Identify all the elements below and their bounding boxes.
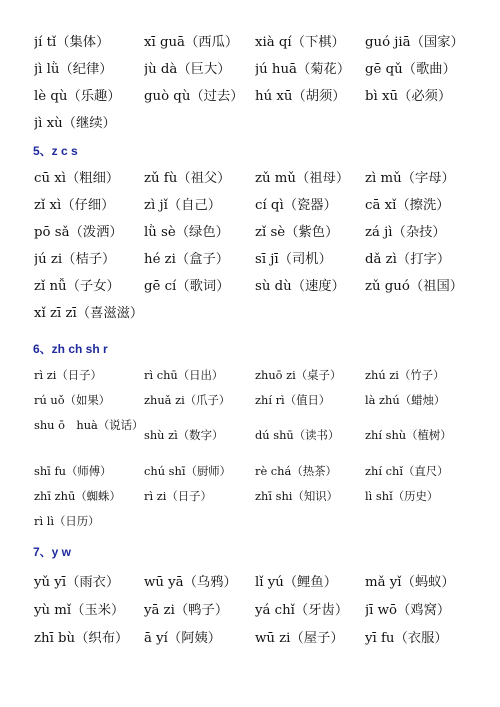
word-row xyxy=(0,508,500,533)
word-row xyxy=(0,622,500,650)
section-5 xyxy=(0,163,500,325)
word-item: lè qù（乐趣） xyxy=(34,89,121,104)
word-item: cí qì（瓷器） xyxy=(255,198,337,213)
word-item: zhī bù（织布） xyxy=(34,630,129,646)
word-item: yù mǐ（玉米） xyxy=(34,602,125,618)
word-item: bì xū（必须） xyxy=(365,89,452,104)
word-item: jú huā（菊花） xyxy=(255,62,351,77)
word-item: guò qù（过去） xyxy=(144,89,244,104)
section-6 xyxy=(0,362,500,533)
word-item: gē qǔ（歌曲） xyxy=(365,62,456,77)
word-item: sī jī（司机） xyxy=(255,252,332,267)
word-item: yī fu（衣服） xyxy=(365,630,448,646)
section-4-tail xyxy=(0,27,500,135)
word-row xyxy=(0,298,500,325)
word-row xyxy=(0,387,500,412)
word-item: zhuō zi（桌子） xyxy=(255,367,342,382)
word-item: jú zi（桔子） xyxy=(34,252,116,267)
word-item: cū xì（粗细） xyxy=(34,171,120,186)
word-row xyxy=(0,54,500,81)
word-item: lǜ sè（绿色） xyxy=(144,225,229,240)
word-item: rì chū（日出） xyxy=(144,367,224,382)
word-item: zhí chǐ（直尺） xyxy=(365,463,449,478)
word-item: lǐ yú（鲤鱼） xyxy=(255,574,337,590)
word-item: zhī shi（知识） xyxy=(255,488,338,503)
word-item: jù dà（巨大） xyxy=(144,62,231,77)
word-item: zǐ nǚ（子女） xyxy=(34,279,120,294)
word-item: là zhú（蜡烛） xyxy=(365,392,446,407)
word-item: zhú zi（竹子） xyxy=(365,367,445,382)
word-item: zǔ guó（祖国） xyxy=(365,279,464,294)
word-item: zhuǎ zi（爪子） xyxy=(144,392,231,407)
word-item: yǔ yī（雨衣） xyxy=(34,574,120,590)
word-item: hé zi（盒子） xyxy=(144,252,230,267)
word-item: zǔ fù（祖父） xyxy=(144,171,231,186)
word-item: xià qí（下棋） xyxy=(255,35,345,50)
word-item: dú shū（读书） xyxy=(255,428,340,442)
word-item: rì zi（日子） xyxy=(34,367,102,382)
word-item: rú uǒ（如果） xyxy=(34,392,111,407)
word-item: zì mǔ（字母） xyxy=(365,171,455,186)
word-item: zá jì（杂技） xyxy=(365,225,446,240)
word-item: wū yā（乌鸦） xyxy=(144,574,237,590)
word-row xyxy=(0,81,500,108)
word-item: zhí shù（植树） xyxy=(365,428,452,442)
word-item: jī wō（鸡窝） xyxy=(365,602,451,618)
word-item: shù zì（数字） xyxy=(144,428,224,442)
word-row xyxy=(0,271,500,298)
word-item: xī guā（西瓜） xyxy=(144,35,239,50)
word-item: ā yí（阿姨） xyxy=(144,630,222,646)
word-item: chú shī（厨师） xyxy=(144,463,232,478)
word-row xyxy=(0,244,500,271)
word-item: shī fu（师傅） xyxy=(34,463,112,478)
word-item: sù dù（速度） xyxy=(255,279,345,294)
word-item: dǎ zì（打字） xyxy=(365,252,451,267)
section-7 xyxy=(0,566,500,650)
word-item: shu ō huà（说话） xyxy=(34,418,144,432)
word-item: zhī zhū（蜘蛛） xyxy=(34,488,121,503)
word-item: mǎ yǐ（蚂蚁） xyxy=(365,574,455,590)
word-item: gē cí（歌词） xyxy=(144,279,230,294)
word-item: rì lì（日历） xyxy=(34,513,100,528)
word-item: zǐ sè（紫色） xyxy=(255,225,339,240)
word-row xyxy=(0,362,500,387)
word-item: rì zi（日子） xyxy=(144,488,212,503)
word-row xyxy=(0,163,500,190)
word-row xyxy=(0,217,500,244)
word-item: zǔ mǔ（祖母） xyxy=(255,171,350,186)
word-item: xǐ zī zī（喜滋滋） xyxy=(34,306,144,321)
section-heading-5: 5、z c s xyxy=(33,144,78,158)
word-item: pō sǎ（泼洒） xyxy=(34,225,123,240)
word-item: yá chǐ（牙齿） xyxy=(255,602,349,618)
word-row xyxy=(0,483,500,508)
word-row xyxy=(0,594,500,622)
word-item: wū zi（屋子） xyxy=(255,630,344,646)
word-row xyxy=(0,108,500,135)
word-item: guó jiā（国家） xyxy=(365,35,464,50)
section-heading-7: 7、y w xyxy=(33,545,72,559)
section-heading-6: 6、zh ch sh r xyxy=(33,342,108,356)
word-item: cā xǐ（擦洗） xyxy=(365,198,450,213)
word-item: rè chá（热茶） xyxy=(255,463,337,478)
word-row xyxy=(0,458,500,483)
word-row xyxy=(0,566,500,594)
word-row xyxy=(0,27,500,54)
word-item: jí tǐ（集体） xyxy=(34,35,110,50)
word-item: zì jǐ（自己） xyxy=(144,198,222,213)
word-item: yā zi（鸭子） xyxy=(144,602,229,618)
word-item: jì lǜ（纪律） xyxy=(34,62,113,77)
word-item: zhí rì（值日） xyxy=(255,392,331,407)
word-item: jì xù（继续） xyxy=(34,116,116,131)
word-row xyxy=(0,190,500,217)
word-item: hú xū（胡须） xyxy=(255,89,346,104)
word-row xyxy=(0,412,500,458)
word-item: zǐ xì（仔细） xyxy=(34,198,115,213)
word-item: lì shǐ（历史） xyxy=(365,488,439,503)
